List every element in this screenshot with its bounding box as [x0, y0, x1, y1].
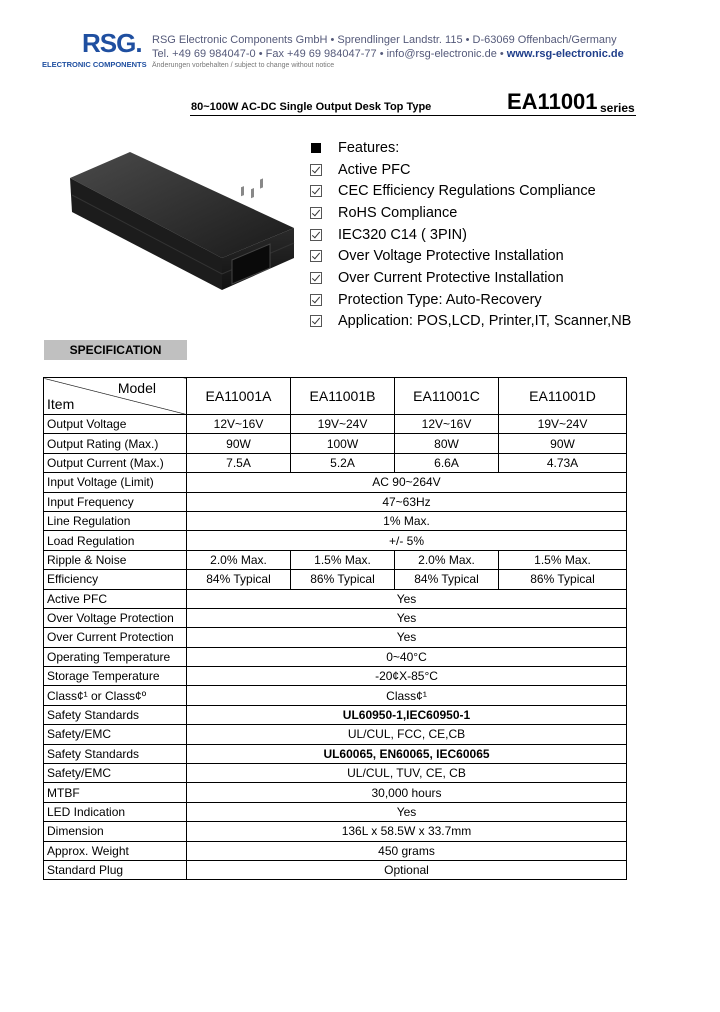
model-header-c: EA11001C [395, 378, 499, 415]
spec-value-cell: 86% Typical [291, 570, 395, 589]
spec-item-label: Ripple & Noise [44, 550, 187, 569]
table-row [44, 550, 627, 569]
spec-value-cell: Yes [187, 628, 627, 647]
spec-item-label: Load Regulation [44, 531, 187, 550]
spec-value-cell: 4.73A [499, 453, 627, 472]
spec-item-label: Approx. Weight [44, 841, 187, 860]
disclaimer: Änderungen vorbehalten / subject to change without notice [152, 62, 335, 69]
checkbox-icon [310, 315, 322, 327]
spec-value-cell: Class¢¹ [187, 686, 627, 705]
spec-value-cell: 90W [187, 434, 291, 453]
header-model-label: Model [117, 380, 156, 396]
table-row [44, 667, 627, 686]
table-row [44, 705, 627, 724]
table-row [44, 589, 627, 608]
feature-item [308, 159, 631, 181]
model-series-label: series [600, 101, 635, 115]
spec-item-label: Over Voltage Protection [44, 608, 187, 627]
spec-value-cell: 30,000 hours [187, 783, 627, 802]
spec-value-cell: 0~40°C [187, 647, 627, 666]
table-row [44, 841, 627, 860]
checkbox-icon [310, 272, 322, 284]
spec-value-cell: 6.6A [395, 453, 499, 472]
spec-value-cell: 100W [291, 434, 395, 453]
spec-value-cell: Yes [187, 802, 627, 821]
spec-value-cell: 2.0% Max. [395, 550, 499, 569]
feature-text: Features: [338, 139, 400, 156]
company-address: RSG Electronic Components GmbH • Sprendlinger Landstr. 115 • D-63069 Offenbach/Germany [152, 34, 617, 46]
company-contact [152, 48, 624, 60]
spec-value-cell: Yes [187, 589, 627, 608]
model-header-b: EA11001B [291, 378, 395, 415]
feature-text: Protection Type: Auto-Recovery [338, 291, 542, 308]
table-header-row [44, 378, 627, 415]
spec-value-cell: Optional [187, 860, 627, 879]
spec-item-label: Standard Plug [44, 860, 187, 879]
spec-value-cell: 12V~16V [187, 415, 291, 434]
spec-value-cell: 47~63Hz [187, 492, 627, 511]
spec-item-label: Dimension [44, 822, 187, 841]
spec-item-label: Line Regulation [44, 511, 187, 530]
spec-item-label: Output Voltage [44, 415, 187, 434]
table-row [44, 860, 627, 879]
model-title: EA11001 [507, 89, 598, 114]
table-row [44, 725, 627, 744]
feature-text: Over Current Protective Installation [338, 269, 564, 286]
table-row [44, 511, 627, 530]
spec-value-cell: UL/CUL, FCC, CE,CB [187, 725, 627, 744]
checkbox-icon [310, 185, 322, 197]
table-row [44, 492, 627, 511]
table-row [44, 822, 627, 841]
title-underline [190, 115, 636, 116]
feature-list [308, 137, 631, 332]
spec-item-label: Output Current (Max.) [44, 453, 187, 472]
spec-value-cell: Yes [187, 608, 627, 627]
product-subtitle: 80~100W AC-DC Single Output Desk Top Type [191, 101, 432, 113]
spec-item-label: Input Frequency [44, 492, 187, 511]
spec-item-label: Safety/EMC [44, 764, 187, 783]
table-row [44, 783, 627, 802]
feature-item [308, 224, 631, 246]
spec-value-cell: UL/CUL, TUV, CE, CB [187, 764, 627, 783]
spec-value-cell: 84% Typical [187, 570, 291, 589]
table-row [44, 453, 627, 472]
feature-item [308, 311, 631, 333]
feature-text: IEC320 C14 ( 3PIN) [338, 226, 467, 243]
spec-item-label: Operating Temperature [44, 647, 187, 666]
spec-value-cell: 19V~24V [291, 415, 395, 434]
feature-item [308, 267, 631, 289]
feature-text: RoHS Compliance [338, 204, 458, 221]
feature-text: Application: POS,LCD, Printer,IT, Scanner,NB [338, 313, 632, 330]
spec-value-cell: 80W [395, 434, 499, 453]
checkbox-icon [310, 207, 322, 219]
model-header-a: EA11001A [187, 378, 291, 415]
spec-item-label: Safety Standards [44, 705, 187, 724]
contact-details: Tel. +49 69 984047-0 • Fax +49 69 984047-77 • info@rsg-electronic.de • [152, 48, 507, 60]
model-header-d: EA11001D [499, 378, 627, 415]
spec-value-cell: AC 90~264V [187, 473, 627, 492]
filled-square-icon [311, 143, 321, 153]
spec-value-cell: 1.5% Max. [291, 550, 395, 569]
table-row [44, 647, 627, 666]
checkbox-icon [310, 294, 322, 306]
table-row [44, 686, 627, 705]
feature-text: Over Voltage Protective Installation [338, 248, 564, 265]
table-row [44, 764, 627, 783]
model-item-header-cell [44, 378, 187, 415]
spec-item-label: LED Indication [44, 802, 187, 821]
spec-value-cell: 2.0% Max. [187, 550, 291, 569]
spec-value-cell: 90W [499, 434, 627, 453]
spec-item-label: MTBF [44, 783, 187, 802]
table-row [44, 434, 627, 453]
feature-item [308, 202, 631, 224]
spec-item-label: Input Voltage (Limit) [44, 473, 187, 492]
checkbox-icon [310, 164, 322, 176]
spec-value-cell: 450 grams [187, 841, 627, 860]
logo-subtitle: ELECTRONIC COMPONENTS [42, 60, 147, 69]
spec-value-cell: UL60065, EN60065, IEC60065 [187, 744, 627, 763]
checkbox-icon [310, 250, 322, 262]
table-row [44, 531, 627, 550]
company-logo [42, 28, 146, 76]
spec-item-label: Class¢¹ or Class¢º [44, 686, 187, 705]
specification-table [43, 377, 627, 880]
spec-value-cell: +/- 5% [187, 531, 627, 550]
spec-item-label: Safety Standards [44, 744, 187, 763]
spec-value-cell: 84% Typical [395, 570, 499, 589]
table-row [44, 802, 627, 821]
power-adapter-photo [66, 140, 296, 310]
spec-value-cell: 1% Max. [187, 511, 627, 530]
website-link[interactable]: www.rsg-electronic.de [506, 48, 624, 60]
table-row [44, 744, 627, 763]
feature-text: Active PFC [338, 161, 411, 178]
spec-item-label: Storage Temperature [44, 667, 187, 686]
specification-label: SPECIFICATION [44, 340, 187, 360]
checkbox-icon [310, 229, 322, 241]
table-row [44, 608, 627, 627]
table-row [44, 473, 627, 492]
feature-item [308, 245, 631, 267]
table-row [44, 570, 627, 589]
spec-value-cell: -20¢X-85°C [187, 667, 627, 686]
spec-item-label: Active PFC [44, 589, 187, 608]
feature-item [308, 289, 631, 311]
spec-value-cell: 86% Typical [499, 570, 627, 589]
spec-item-label: Over Current Protection [44, 628, 187, 647]
spec-item-label: Efficiency [44, 570, 187, 589]
feature-item [308, 137, 631, 159]
logo-wordmark: RSG. [82, 28, 142, 58]
spec-value-cell: 12V~16V [395, 415, 499, 434]
spec-item-label: Output Rating (Max.) [44, 434, 187, 453]
header-item-label: Item [47, 396, 75, 412]
spec-value-cell: UL60950-1,IEC60950-1 [187, 705, 627, 724]
spec-value-cell: 1.5% Max. [499, 550, 627, 569]
spec-item-label: Safety/EMC [44, 725, 187, 744]
spec-value-cell: 136L x 58.5W x 33.7mm [187, 822, 627, 841]
spec-value-cell: 5.2A [291, 453, 395, 472]
table-row [44, 415, 627, 434]
feature-text: CEC Efficiency Regulations Compliance [338, 183, 596, 200]
spec-value-cell: 7.5A [187, 453, 291, 472]
table-row [44, 628, 627, 647]
spec-value-cell: 19V~24V [499, 415, 627, 434]
feature-item [308, 180, 631, 202]
